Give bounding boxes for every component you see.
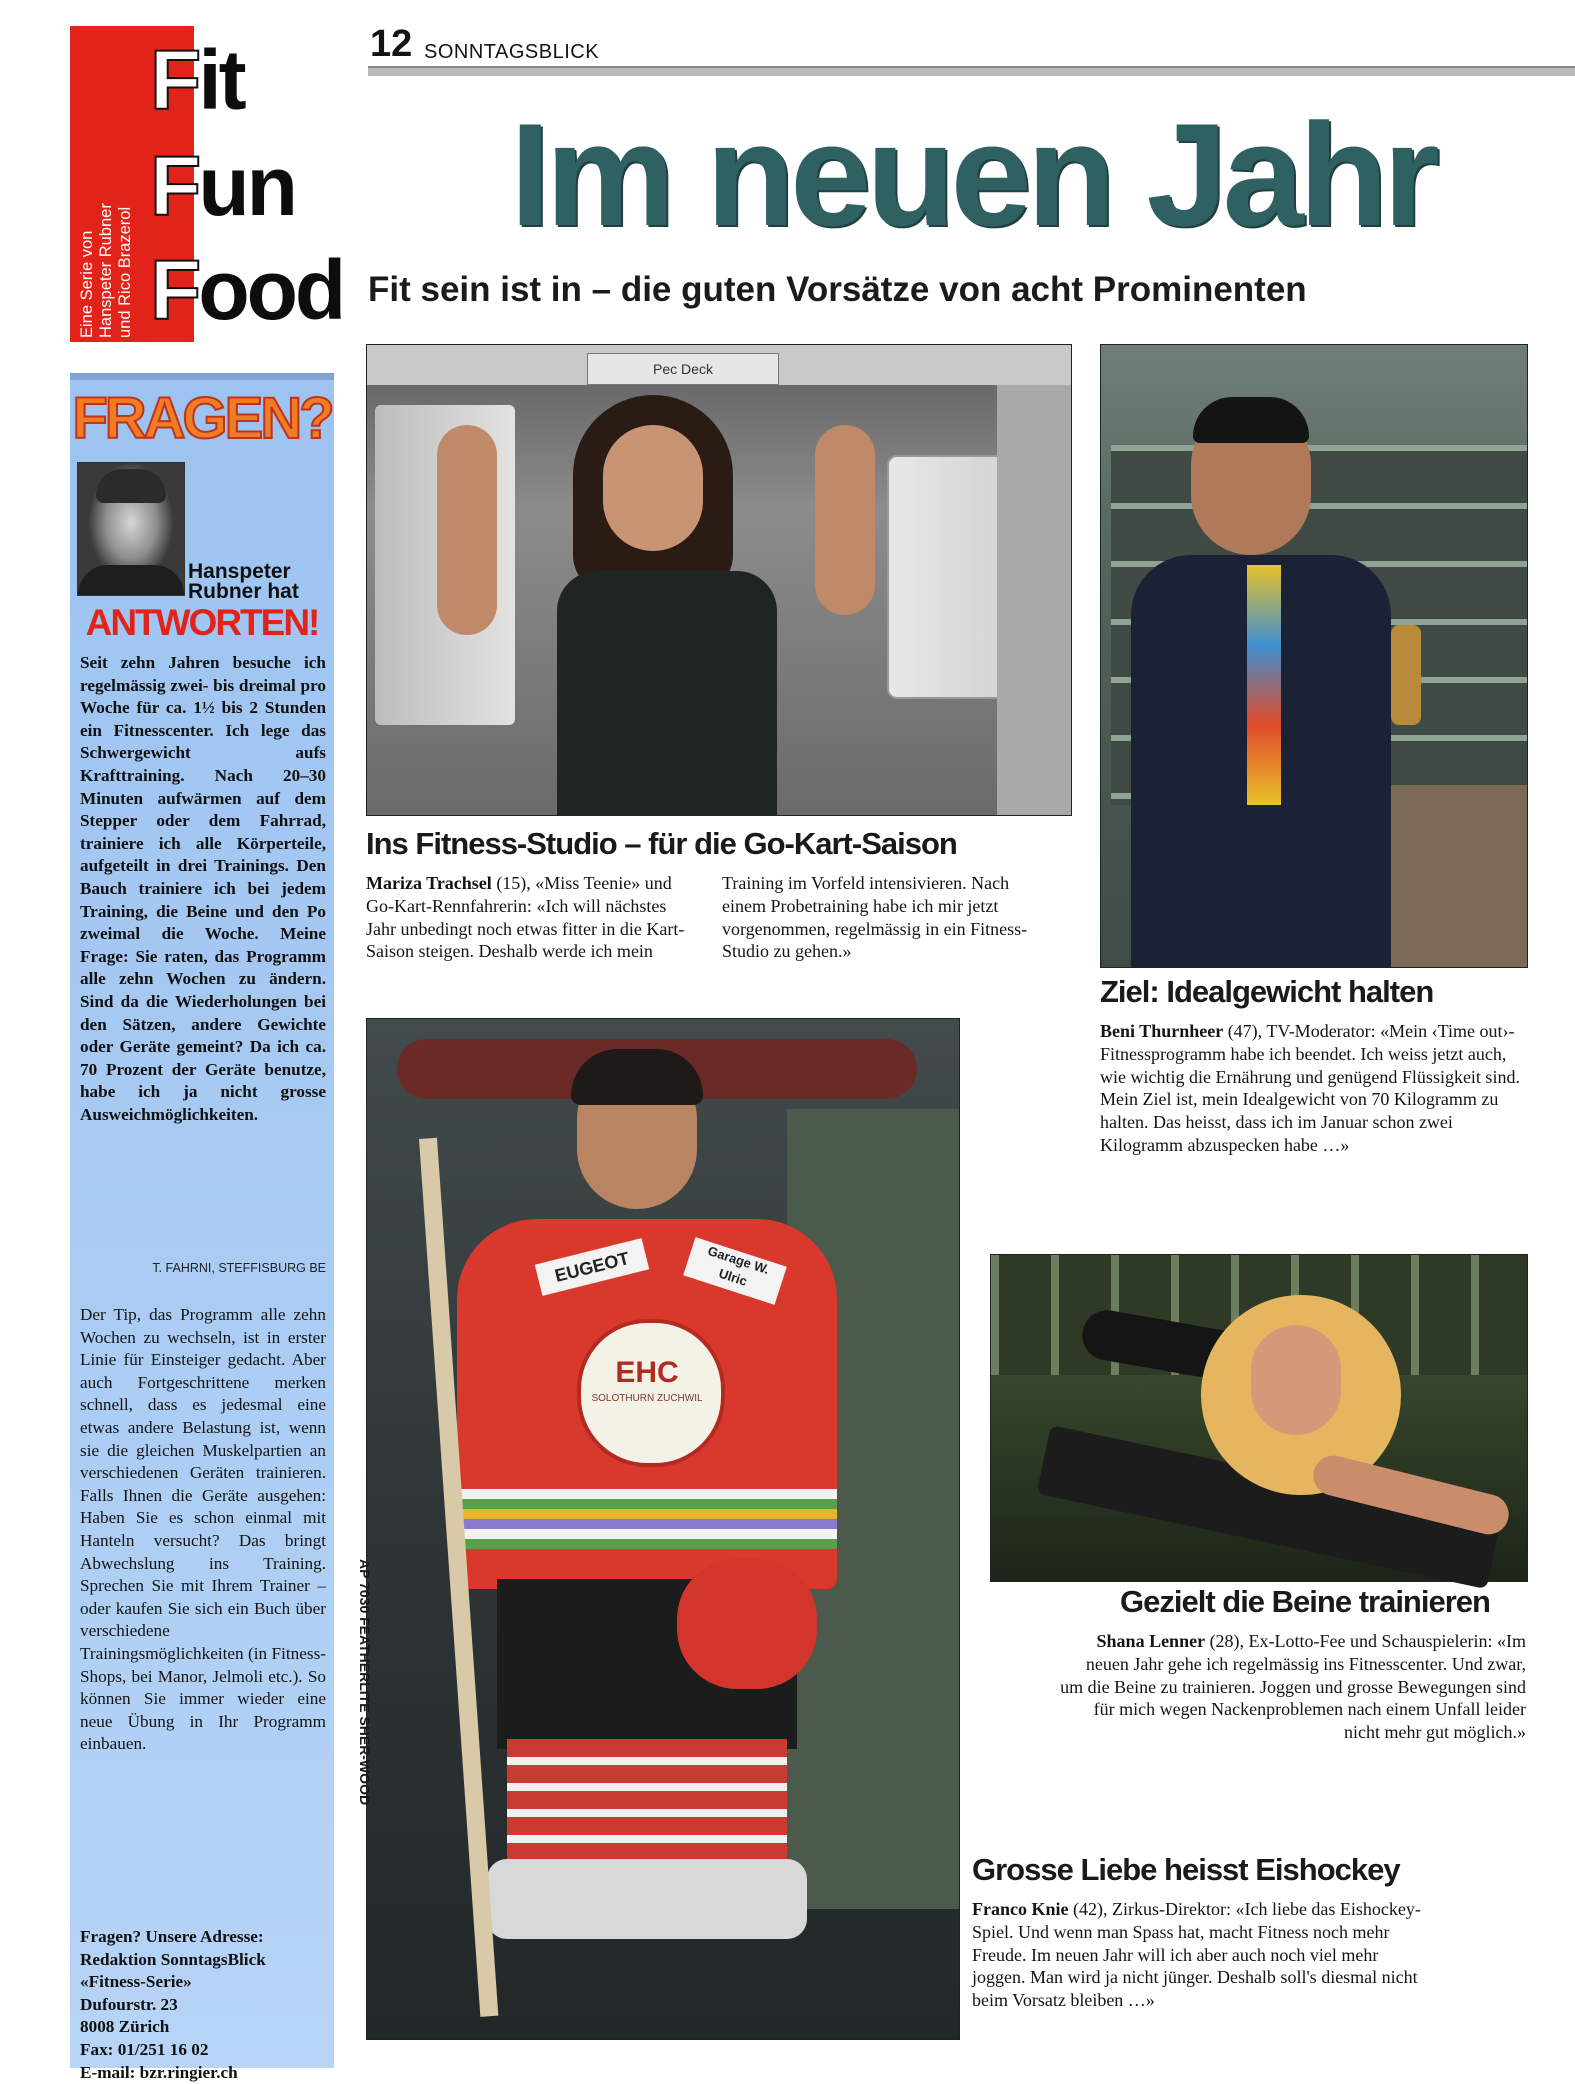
article-body-franco: [972, 1898, 1422, 2012]
series-word-fun: Fun: [150, 139, 295, 233]
qa-sidebar: [70, 373, 334, 2082]
series-word-food: Food: [150, 243, 344, 337]
page-number: 12: [370, 23, 413, 65]
answer-title: ANTWORTEN!: [85, 602, 319, 643]
article-body-beni: [1100, 1020, 1526, 1157]
contact-address: Fragen? Unsere Adresse: Redaktion SonntagsBlick «Fitness-Serie» Dufourstr. 23 8008 Zürich Fax: 01/251 16 02 E-mail: bzr.ringier.ch: [80, 1927, 266, 2082]
article-quote-beni: «Mein ‹Time out›-Fitnessprogramm habe ich beendet. Ich weiss jetzt auch, wie wichtig die Ernährung und genügend Flüssigkeit sind. Mein Ziel ist, mein Idealgewicht von 70 Kilogramm zu halten. Das heisst, dass ich im Januar schon zwei Kilogramm abzuspecken habe …»: [1100, 1021, 1520, 1155]
person-face: [603, 425, 703, 551]
article-quote-mariza: «Ich will nächstes Jahr unbedingt noch etwas fitter in die Kart-Saison steigen. Deshalb werde ich mein Training im Vorfeld intensivieren. Nach einem Probetraining habe ich mir jetzt vorgenommen, regelmässig in ein Fitness-Studio zu gehen.»: [366, 873, 1028, 962]
article-person-beni: Beni Thurnheer: [1100, 1021, 1224, 1041]
hockey-skates: [487, 1859, 807, 1939]
article-person-shana: Shana Lenner: [1096, 1631, 1206, 1651]
photo-mariza-fitness: [366, 344, 1072, 816]
author-portrait-hair: [96, 469, 166, 503]
person-face: [1251, 1325, 1341, 1435]
person-hair: [571, 1049, 703, 1105]
person-arm-right: [815, 425, 875, 615]
jersey-stripes: [457, 1489, 837, 1549]
machine-label-plate: Pec Deck: [587, 353, 779, 385]
person-hair: [1193, 397, 1309, 443]
article-quote-shana: «Im neuen Jahr gehe ich regelmässig ins Fitnesscenter. Und zwar, um die Beine zu trainieren. Joggen und grosse Bewegungen sind für mich wegen Nackenproblemen nach einem Unfall leider nicht mehr gut möglich.»: [1060, 1631, 1526, 1743]
article-title-beni: Ziel: Idealgewicht halten: [1100, 974, 1434, 1009]
article-meta-mariza: (15), «Miss Teenie» und Go-Kart-Rennfahrerin:: [366, 873, 672, 916]
article-title-shana: Gezielt die Beine trainieren: [1120, 1584, 1490, 1619]
article-title-franco: Grosse Liebe heisst Eishockey: [972, 1852, 1400, 1887]
series-credit: Eine Serie von Hanspeter Rubner und Rico Brazerol: [78, 203, 134, 338]
article-meta-beni: (47), TV-Moderator:: [1223, 1021, 1381, 1041]
machine-upright: [997, 385, 1071, 815]
photo-beni-bar: [1100, 344, 1528, 968]
hockey-stick-text: AP 7030 FEATHERLITE SHER-WOOD: [357, 1559, 373, 1806]
article-meta-franco: (42), Zirkus-Direktor:: [1068, 1899, 1236, 1919]
article-title-mariza: Ins Fitness-Studio – für die Go-Kart-Saison: [366, 826, 957, 861]
jersey-badge-subtext: SOLOTHURN ZUCHWIL: [591, 1393, 703, 1404]
article-quote-franco: «Ich liebe das Eishockey-Spiel. Und wenn man Spass hat, macht Fitness noch mehr Freude. Im neuen Jahr will ich aber auch noch viel mehr joggen. Man wird ja nicht jünger. Deshalb soll's diesmal nicht beim Vorsatz bleiben …»: [972, 1899, 1421, 2011]
author-portrait: [77, 462, 185, 596]
series-word-fit: Fit: [150, 33, 244, 127]
jersey-sponsor-left: EUGEOT: [535, 1238, 649, 1296]
article-person-franco: Franco Knie: [972, 1899, 1069, 1919]
subheadline: Fit sein ist in – die guten Vorsätze von acht Prominenten: [368, 270, 1307, 309]
photo-franco-hockey: [357, 1018, 960, 2040]
bottle-in-hand: [1391, 625, 1421, 725]
author-caption: Hanspeter Rubner hat: [188, 560, 299, 603]
hockey-socks: [507, 1739, 787, 1859]
article-body-mariza: [366, 872, 1056, 963]
article-person-mariza: Mariza Trachsel: [366, 873, 492, 893]
jersey-sponsor-right: Garage W. Ulric: [683, 1237, 787, 1305]
headline: Im neuen Jahr: [510, 93, 1435, 256]
jersey-badge-text: EHC: [615, 1356, 679, 1389]
article-meta-shana: (28), Ex-Lotto-Fee und Schauspielerin:: [1205, 1631, 1497, 1651]
reader-question: Seit zehn Jahren besuche ich regelmässig zwei- bis dreimal pro Woche für ca. 1½ bis 2 Stunden ein Fitnesscenter. Ich lege das Schwergewicht aufs Krafttraining. Nach 20–30 Minuten aufwärmen auf dem Stepper oder dem Fahrrad, trainiere ich alle Körperteile, aufgeteilt in drei Trainings. Den Bauch trainiere ich bei jedem Training, die Beine und den Po zweimal die Woche. Meine Frage: Sie raten, das Programm alle zehn Wochen zu ändern. Sind da die Wiederholungen bei den Sätzen, andere Gewichte oder Geräte gemeint? Da ich ca. 70 Prozent der Geräte benutze, habe ich ja nicht grosse Ausweichmöglichkeiten.: [80, 653, 326, 1124]
person-tank-top: [557, 571, 777, 815]
photo-shana-gym: [990, 1254, 1528, 1582]
expert-answer: Der Tip, das Programm alle zehn Wochen zu wechseln, ist in erster Linie für Einsteiger gedacht. Aber auch Fortgeschrittene merken schnell, dass es jedesmal eine etwas andere Belastung ist, wenn sie die gleichen Muskelpartien an verschiedenen Geräten trainieren. Falls Ihnen die Geräte ausgehen: Haben Sie es schon einmal mit Hanteln versucht? Das bringt Abwechslung ins Training. Sprechen Sie mit Ihrem Trainer – oder kaufen Sie sich ein Buch über verschiedene Trainingsmöglichkeiten (in Fitness-Shops, bei Manor, Jelmoli etc.). So können Sie immer wieder eine neue Übung in Ihr Programm einbauen.: [80, 1305, 326, 1754]
publication-name: SONNTAGSBLICK: [424, 41, 600, 63]
article-body-shana: [1060, 1630, 1526, 1744]
hockey-helmet: [677, 1559, 817, 1689]
question-author: T. FAHRNI, STEFFISBURG BE: [152, 1261, 326, 1275]
person-arm-left: [437, 425, 497, 635]
header-rule: [368, 66, 1575, 76]
author-portrait-shoulders: [78, 565, 184, 595]
series-logo: [70, 26, 344, 342]
sidebar-title: FRAGEN?: [72, 386, 332, 451]
person-tie: [1247, 565, 1281, 805]
